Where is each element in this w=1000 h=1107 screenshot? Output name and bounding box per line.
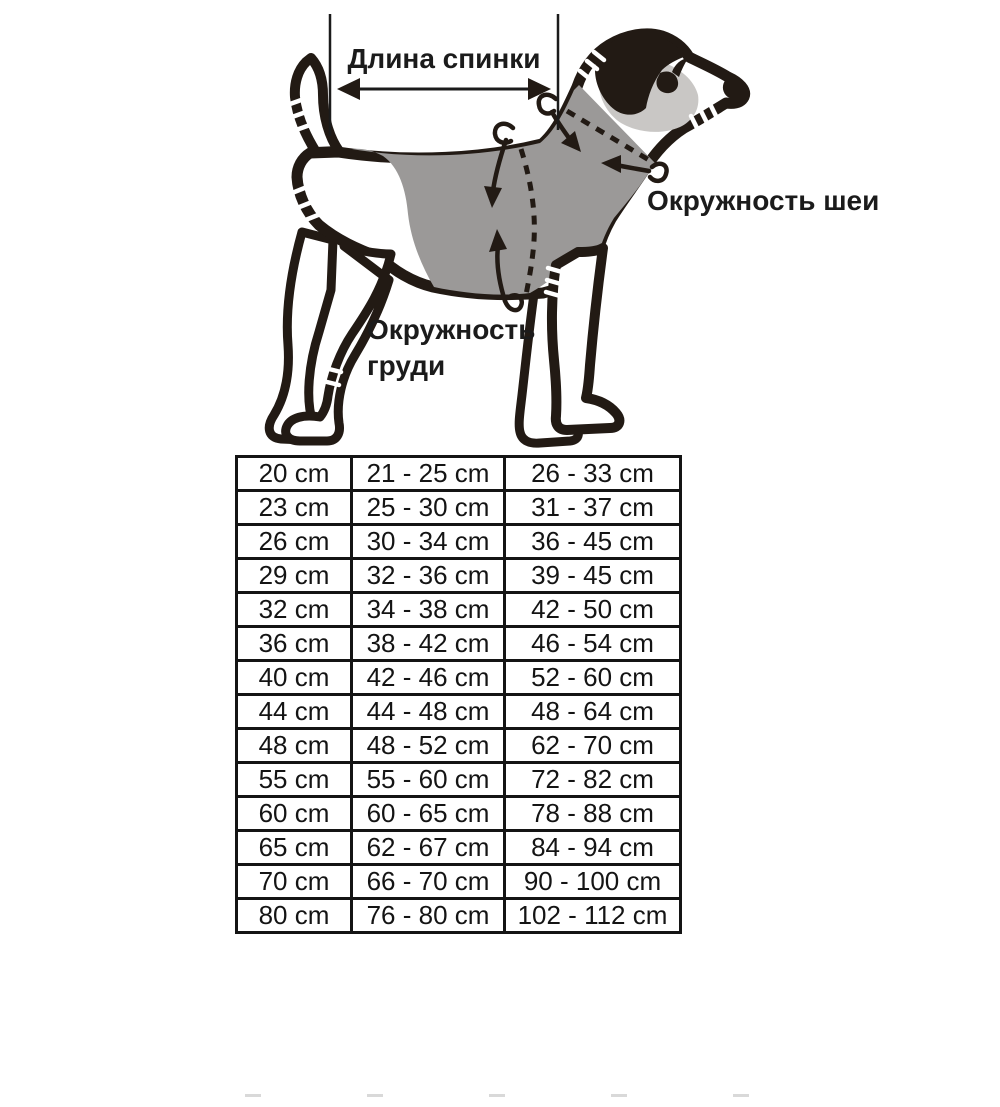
back-length-cell: 26 cm <box>237 525 352 559</box>
neck-girth-cell: 25 - 30 cm <box>352 491 505 525</box>
neck-girth-cell: 32 - 36 cm <box>352 559 505 593</box>
neck-girth-cell: 62 - 67 cm <box>352 831 505 865</box>
neck-girth-cell: 66 - 70 cm <box>352 865 505 899</box>
size-table-row <box>237 559 681 593</box>
neck-girth-cell: 42 - 46 cm <box>352 661 505 695</box>
neck-girth-cell: 21 - 25 cm <box>352 457 505 491</box>
chest-girth-cell: 62 - 70 cm <box>505 729 681 763</box>
neck-arrow-right-curl <box>650 164 667 181</box>
size-table-row <box>237 729 681 763</box>
chest-girth-cell: 78 - 88 cm <box>505 797 681 831</box>
size-table-row <box>237 899 681 933</box>
back-length-cell: 48 cm <box>237 729 352 763</box>
chest-girth-cell: 36 - 45 cm <box>505 525 681 559</box>
back-length-cell: 44 cm <box>237 695 352 729</box>
back-length-arrowhead-left <box>337 78 360 100</box>
neck-girth-cell: 76 - 80 cm <box>352 899 505 933</box>
chest-girth-cell: 46 - 54 cm <box>505 627 681 661</box>
chest-girth-label: Окружность груди <box>367 314 536 381</box>
neck-girth-cell: 48 - 52 cm <box>352 729 505 763</box>
chest-girth-cell: 72 - 82 cm <box>505 763 681 797</box>
back-length-label: Длина спинки <box>347 43 541 74</box>
size-table-row <box>237 491 681 525</box>
faint-dashed-line <box>245 1094 755 1097</box>
size-table-row <box>237 627 681 661</box>
size-table-row <box>237 695 681 729</box>
size-table-row <box>237 831 681 865</box>
chest-girth-cell: 90 - 100 cm <box>505 865 681 899</box>
back-length-cell: 20 cm <box>237 457 352 491</box>
size-table-row <box>237 797 681 831</box>
size-table <box>235 455 682 934</box>
back-length-cell: 70 cm <box>237 865 352 899</box>
chest-girth-cell: 31 - 37 cm <box>505 491 681 525</box>
neck-girth-cell: 60 - 65 cm <box>352 797 505 831</box>
size-table-row <box>237 865 681 899</box>
back-length-cell: 60 cm <box>237 797 352 831</box>
neck-girth-cell: 30 - 34 cm <box>352 525 505 559</box>
neck-girth-cell: 44 - 48 cm <box>352 695 505 729</box>
neck-girth-cell: 38 - 42 cm <box>352 627 505 661</box>
size-table-row <box>237 661 681 695</box>
size-table-row <box>237 763 681 797</box>
back-length-cell: 40 cm <box>237 661 352 695</box>
neck-girth-cell: 55 - 60 cm <box>352 763 505 797</box>
size-table-row <box>237 525 681 559</box>
size-table-row <box>237 457 681 491</box>
back-length-cell: 29 cm <box>237 559 352 593</box>
back-length-cell: 23 cm <box>237 491 352 525</box>
chest-girth-cell: 102 - 112 cm <box>505 899 681 933</box>
chest-girth-cell: 48 - 64 cm <box>505 695 681 729</box>
back-length-cell: 65 cm <box>237 831 352 865</box>
chest-girth-cell: 52 - 60 cm <box>505 661 681 695</box>
chest-girth-cell: 42 - 50 cm <box>505 593 681 627</box>
back-length-cell: 55 cm <box>237 763 352 797</box>
chest-girth-cell: 39 - 45 cm <box>505 559 681 593</box>
neck-girth-label: Окружность шеи <box>647 185 880 216</box>
back-length-cell: 36 cm <box>237 627 352 661</box>
chest-girth-cell: 26 - 33 cm <box>505 457 681 491</box>
back-length-cell: 80 cm <box>237 899 352 933</box>
size-table-body <box>237 457 681 933</box>
chest-girth-cell: 84 - 94 cm <box>505 831 681 865</box>
size-table-row <box>237 593 681 627</box>
back-length-cell: 32 cm <box>237 593 352 627</box>
neck-girth-cell: 34 - 38 cm <box>352 593 505 627</box>
